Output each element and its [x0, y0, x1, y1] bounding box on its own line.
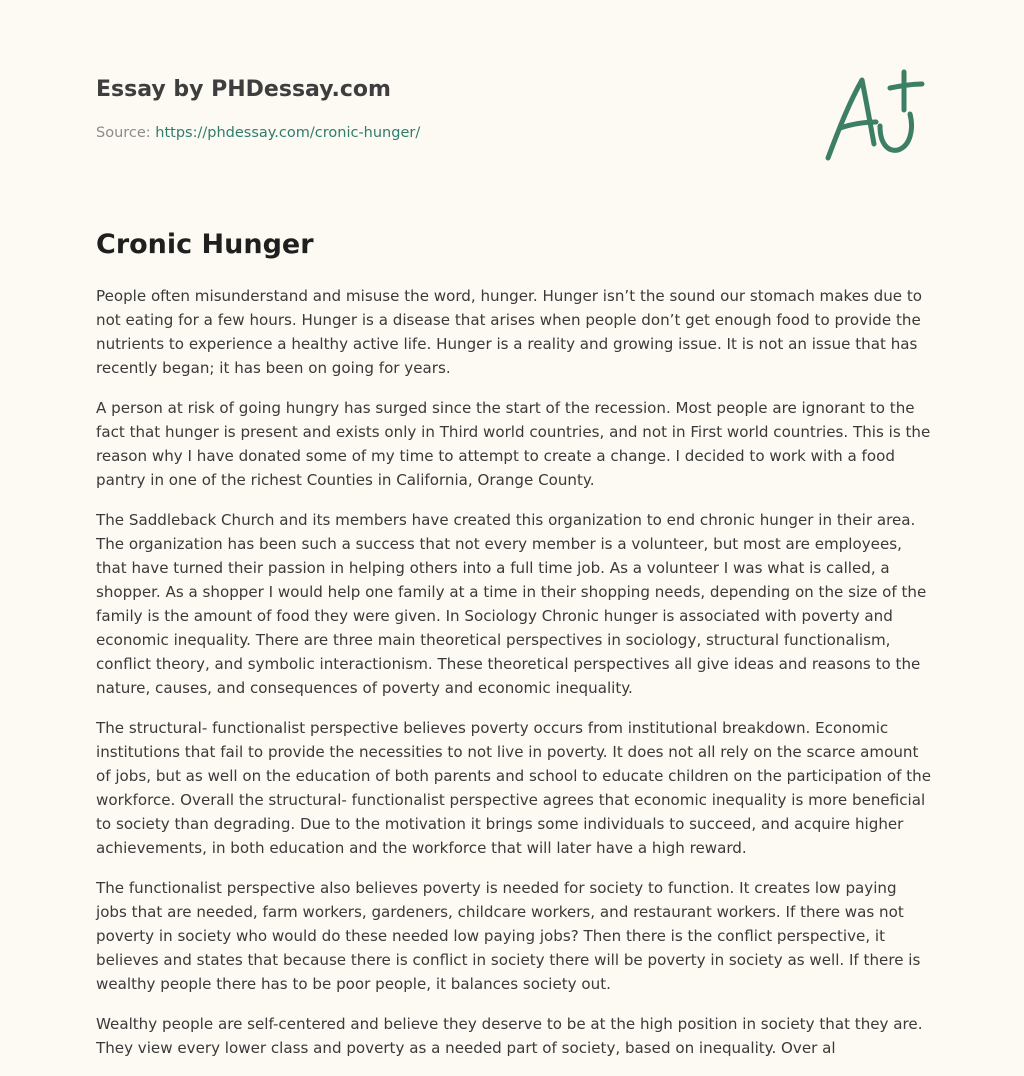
source-line	[96, 123, 796, 143]
essay-body	[96, 284, 932, 1076]
essay-paragraph: The Saddleback Church and its members have created this organization to end chronic hunger in their area. The organization has been such a success that not every member is a volunteer, but most are employees, that have turned their passion in helping others into a full time job. As a volunteer I was what is called, a shopper. As a shopper I would help one family at a time in their shopping needs, depending on the size of the family is the amount of food they were given. In Sociology Chronic hunger is associated with poverty and economic inequality. There are three main theoretical perspectives in sociology, structural functionalism, conflict theory, and symbolic interactionism. These theoretical perspectives all give ideas and reasons to the nature, causes, and consequences of poverty and economic inequality.	[96, 511, 927, 697]
a-plus-logo-icon	[818, 66, 930, 166]
site-title: Essay by PHDessay.com	[96, 77, 391, 102]
page-header	[96, 75, 796, 143]
source-link[interactable]: https://phdessay.com/cronic-hunger/	[155, 125, 421, 141]
essay-title: Cronic Hunger	[96, 229, 314, 260]
essay-paragraph: People often misunderstand and misuse the word, hunger. Hunger isn’t the sound our stomach makes due to not eating for a few hours. Hunger is a disease that arises when people don’t get enough food to provide the nutrients to experience a healthy active life. Hunger is a reality and growing issue. It is not an issue that has recently began; it has been on going for years.	[96, 287, 923, 377]
essay-paragraph: The functionalist perspective also believes poverty is needed for society to function. It creates low paying jobs that are needed, farm workers, gardeners, childcare workers, and restaurant workers. If there was not poverty in society who would do these needed low paying jobs? Then there is the conflict perspective, it believes and states that because there is conflict in society there will be poverty in society as well. If there is wealthy people there has to be poor people, it balances society out.	[96, 879, 921, 993]
essay-paragraph: The structural- functionalist perspective believes poverty occurs from institutional breakdown. Economic institutions that fail to provide the necessities to not live in poverty. It does not all rely on the scarce amount of jobs, but as well on the education of both parents and school to educate children on the participation of the workforce. Overall the structural- functionalist perspective agrees that economic inequality is more beneficial to society than degrading. Due to the motivation it brings some individuals to succeed, and acquire higher achievements, in both education and the workforce that will later have a high reward.	[96, 719, 931, 857]
essay-paragraph: A person at risk of going hungry has surged since the start of the recession. Most people are ignorant to the fact that hunger is present and exists only in Third world countries, and not in First world countries. This is the reason why I have donated some of my time to attempt to create a change. I decided to work with a food pantry in one of the richest Counties in California, Orange County.	[96, 399, 931, 489]
essay-paragraph: Wealthy people are self-centered and believe they deserve to be at the high position in society that they are. They view every lower class and poverty as a needed part of society, based on inequality. Over al	[96, 1015, 923, 1057]
source-label: Source:	[96, 125, 156, 141]
